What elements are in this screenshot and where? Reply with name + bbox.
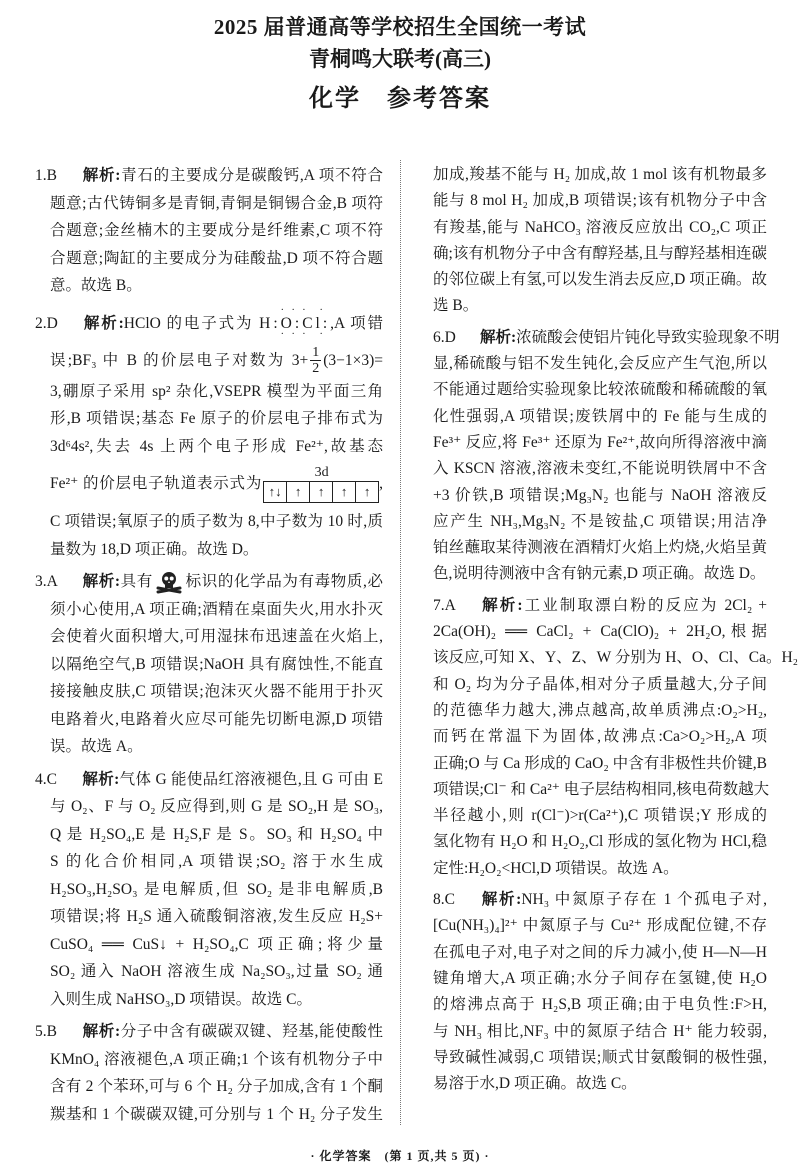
line-text: 青石的主要成分是碳酸钙,A 项不符合 [120,167,383,184]
line-text: HClO 的电子式为 [123,314,260,332]
text-line [417,966,767,992]
orbital-box: ↑ [355,481,379,503]
page-footer: · 化学答案 (第 1 页,共 5 页) · [310,1149,490,1163]
orbital-box-row [264,481,379,503]
text-line [35,623,383,651]
line-text: C 项错误;氧原子的质子数为 8,中子数为 10 时,质 [50,513,383,530]
fraction [310,345,321,376]
line-text: +3 价铁,B 项错误;Mg₃N₂ 也能与 NaOH 溶液反 [433,486,767,504]
analysis-label: 解析: [480,596,523,614]
line-text: Fe²⁺ 的价层电子轨道表示式为 [50,475,263,492]
answer-key: 4.C [35,770,57,788]
answer-key: 1.B [35,167,57,184]
text-line [35,536,383,564]
line-text: 与 O₂、F 与 O₂ 反应得到,则 G 是 SO₂,H 是 SO₃, [50,798,383,815]
text-line [417,724,767,750]
analysis-label: 解析: [480,328,517,346]
answer-item [35,568,383,761]
line-text: 铂丝蘸取某待测液在酒精灯火焰上灼烧,火焰呈黄 [433,539,767,557]
line-text: 羰基和 1 个碳碳双键,可分别与 1 个 H₂ 分子发生 [50,1105,383,1123]
line-text: KMnO₄ 溶液褪色,A 项正确;1 个该有机物分子中 [50,1050,383,1068]
formula-symbol: : [273,314,281,332]
text-line [35,848,383,876]
text-line [417,456,767,482]
line-text: Fe³⁺ 反应,将 Fe³⁺ 还原为 Fe²⁺,故向所得溶液中滴 [433,433,767,451]
line-text: 形,B 项错误;基态 Fe 原子的价层电子排布式为 [50,410,383,427]
text-line [417,619,767,645]
text-line [35,305,383,343]
line-text: 项错误;Cl⁻ 和 Ca²⁺ 电子层结构相同,核电荷数越大 [433,780,770,798]
text-line [35,272,383,300]
line-text: 入 KSCN 溶液,溶液未变红,不能说明铁屑中不含 [433,460,767,478]
line-text: 与 NH₃ 相比,NF₃ 中的氮原子结合 H⁺ 能力较弱, [433,1022,767,1040]
denominator: 2 [312,361,320,377]
text-line [417,645,799,671]
text-line [417,561,767,587]
analysis-label: 解析: [82,573,121,590]
text-line [35,568,383,596]
line-text: 合题意;陶缸的主要成分为硅酸盐,D 项不符合题 [50,249,383,267]
line-text: 合题意;金丝楠木的主要成分是纤维素,C 项不符 [50,222,383,239]
line-text: 误;BF₃ 中 B 的价层电子对数为 3+ [50,351,309,369]
line-text: 导致碱性减弱,C 项错误;顺式甘氨酸铜的极性强, [433,1048,767,1066]
line-text: H₂SO₃,H₂SO₃ 是电解质,但 SO₂ 是非电解质,B [50,880,383,898]
text-line [417,940,767,966]
orbital-diagram [264,465,379,503]
answer-key: 8.C [433,891,455,909]
text-line [417,1019,767,1045]
text-line [417,672,767,698]
text-line [35,651,383,679]
line-text: 定性:H₂O₂<HCl,D 项错误。故选 A。 [433,859,679,877]
line-text: [Cu(NH₃)₄]²⁺ 中氮原子与 Cu²⁺ 形成配位键,不存 [433,917,767,935]
text-line [417,509,767,535]
line-text: 2Ca(OH)₂ ══ CaCl₂ + Ca(ClO)₂ + 2H₂O,根据 [433,623,767,641]
line-text: 该反应,可知 X、Y、Z、W 分别为 H、O、Cl、Ca。H₂ [433,649,799,667]
text-line [417,377,767,403]
text-line [35,958,383,986]
text-line [35,733,383,761]
answer-item [35,766,383,1014]
text-line [35,931,383,959]
line-text: CuSO₄ ══ CuS↓ + H₂SO₄,C 项正确;将少量 [50,935,383,953]
text-line [35,1046,383,1074]
analysis-label: 解析: [82,1023,121,1040]
exam-title: 2025 届普通高等学校招生全国统一考试 [213,15,587,39]
text-line [35,821,383,849]
line-text: 量数为 18,D 项正确。故选 D。 [50,540,259,558]
answer-key: 3.A [35,573,58,590]
line-text: 色,说明待测液中含有钠元素,D 项正确。故选 D。 [433,565,766,583]
text-line [35,405,383,433]
line-text: 浓硫酸会使铝片钝化导致实验现象不明 [516,328,780,346]
text-line [417,293,767,319]
line-text: 而钙在常温下为固体,故沸点:Ca>O₂>H₂,A 项 [433,728,767,746]
text-line [417,483,767,509]
line-text: 在孤电子对,电子对之间的斥力减小,使 H—N—H [433,943,767,961]
text-line [35,245,383,273]
text-line [35,378,383,406]
line-text: 电路着火,电路着火应尽可能先切断电源,D 项错 [50,710,383,728]
answer-key: 7.A [433,596,456,614]
line-text: 入则生成 NaHSO₃,D 项错误。故选 C。 [50,990,313,1008]
line-text: 化性强弱,A 项错误;废铁屑中的 Fe 能与生成的 [433,407,767,425]
text-line [35,678,383,706]
text-line [35,217,383,245]
line-text: 应产生 NH₃,Mg₃N₂ 不是铵盐,C 项错误;用洁净 [433,512,767,530]
line-text: 3,硼原子采用 sp² 杂化,VSEPR 模型为平面三角 [50,382,383,400]
line-text: 3d⁶4s²,失去 4s 上两个电子形成 Fe²⁺,故基态 [50,437,383,455]
text-line [35,903,383,931]
line-text: 具有 [120,573,153,590]
answer-key: 2.D [35,314,58,332]
line-text: 分子中含有碳碳双键、羟基,能使酸性 [120,1023,383,1040]
line-text: SO₂ 通入 NaOH 溶液生成 Na₂SO₃,过量 SO₂ 通 [50,963,383,980]
line-text: 接接触皮肤,C 项错误;泡沫灭火器不能用于扑灭 [50,683,383,700]
text-line [417,188,767,214]
text-line [35,508,383,536]
left-column [35,162,383,1133]
line-text: 含有 2 个苯环,可与 6 个 H₂ 分子加成,含有 1 个酮 [50,1078,383,1095]
answer-key: 6.D [433,328,456,346]
analysis-label: 解析: [82,770,120,788]
line-text: 标识的化学品为有毒物质,必 [184,573,383,590]
text-line [35,793,383,821]
text-line [417,430,767,456]
text-line [35,433,383,461]
line-text: 气体 G 能使品红溶液褪色,且 G 可由 E [119,770,383,788]
text-line [417,351,767,377]
text-line [35,1101,383,1129]
answer-item [417,593,799,882]
line-text: 的范德华力越大,沸点越高,故单质沸点:O₂>H₂, [433,701,767,719]
text-line [35,190,383,218]
text-line [417,162,767,188]
text-line [35,162,383,190]
text-line [35,343,383,378]
line-text: 显,稀硫酸与铝不发生钝化,会反应产生气泡,所以 [433,355,767,373]
text-line [417,404,767,430]
numerator: 1 [312,345,320,361]
line-text: 键角增大,A 项正确;水分子间存在氢键,使 H₂O [433,969,767,987]
line-text: 意。故选 B。 [50,277,142,294]
text-line [417,267,767,293]
answer-item [417,325,780,588]
answer-item [35,162,383,300]
line-text: 不能通过题给实验现象比较浓硫酸和稀硫酸的氧 [433,381,767,399]
text-line [417,215,767,241]
text-line [417,1045,767,1071]
analysis-label: 解析: [82,314,124,332]
text-line [417,887,767,913]
formula-symbol: : [322,314,331,332]
orbital-box: ↑↓ [263,481,287,503]
right-column [417,162,799,1102]
answer-item [35,305,383,564]
text-line [417,803,767,829]
line-text: NH₃ 中氮原子存在 1 个孤电子对, [521,891,767,909]
text-line [417,698,767,724]
text-line [417,856,767,882]
line-text: , [379,475,383,492]
text-line [417,593,767,619]
line-text: 半径越小,则 r(Cl⁻)>r(Ca²⁺),C 项错误;Y 形成的 [433,807,767,825]
page-title: 化学 参考答案 [309,86,491,112]
line-text: 选 B。 [433,297,479,315]
text-line [35,1073,383,1101]
text-line [417,913,767,939]
line-text: 能与 8 mol H₂ 加成,B 项错误;该有机物分子中含 [433,192,767,210]
line-text: 确;该有机物分子中含有醇羟基,且与醇羟基相连碳 [433,244,767,262]
line-text: 易溶于水,D 项正确。故选 C。 [433,1075,637,1093]
answer-key: 5.B [35,1023,57,1040]
analysis-label: 解析: [82,167,121,184]
line-text: 会使着火面积增大,可用湿抹布迅速盖在火焰上, [50,628,383,645]
orbital-box: ↑ [286,481,310,503]
orbital-box: ↑ [309,481,333,503]
answer-item [35,1018,383,1128]
line-text: 和 O₂ 均为分子晶体,相对分子质量越大,分子间 [433,675,767,693]
text-line [417,325,780,351]
line-text: 的邻位碳上有氢,可以发生消去反应,D 项正确。故 [433,271,767,289]
text-line [417,751,767,777]
orbital-box: ↑ [332,481,356,503]
line-text: 项错误;将 H₂S 通入硫酸铜溶液,发生反应 H₂S+ [50,908,383,925]
electron-formula [259,305,330,343]
answer-item [417,887,767,1097]
text-line [417,241,767,267]
line-text: 误。故选 A。 [50,738,143,755]
line-text: 氢化物有 H₂O 和 H₂O₂,Cl 形成的氢化物为 HCl,稳 [433,833,767,851]
analysis-label: 解析: [480,891,522,909]
answer-item [417,162,767,320]
text-line [417,829,767,855]
formula-symbol: : [294,314,303,332]
column-divider [400,160,401,1125]
line-text: 有羧基,能与 NaHCO₃ 溶液反应放出 CO₂,C 项正 [433,218,767,236]
line-text: (3−1×3)= [323,351,383,369]
line-text: ,A 项错 [330,314,383,332]
skull-crossbones-icon [155,570,183,594]
line-text: S 的化合价相同,A 项错误;SO₂ 溶于水生成 [50,853,383,870]
text-line [35,1018,383,1046]
line-text: 须小心使用,A 项正确;酒精在桌面失火,用水扑灭 [50,600,383,618]
formula-symbol: H [259,314,274,332]
formula-symbol: · · Cl · · [302,316,323,332]
line-text: 题意;古代铸铜多是青铜,青铜是铜锡合金,B 项符 [50,194,383,212]
text-line [35,596,383,624]
line-text: 以隔绝空气,B 项错误;NaOH 具有腐蚀性,不能直 [50,655,383,673]
formula-symbol: · · O · · [281,316,295,332]
line-text: 的熔沸点高于 H₂S,B 项正确;由于电负性:F>H, [433,996,767,1014]
text-line [417,992,767,1018]
exam-subtitle: 青桐鸣大联考(高三) [309,47,491,71]
line-text: 正确;O 与 Ca 形成的 CaO₂ 中含有非极性共价键,B [433,754,767,772]
line-text: 工业制取漂白粉的反应为 2Cl₂ + [522,596,767,614]
line-text: 加成,羧基不能与 H₂ 加成,故 1 mol 该有机物最多 [433,166,767,183]
text-line [417,535,767,561]
text-line [35,766,383,794]
text-line [35,876,383,904]
text-line [35,986,383,1014]
text-line [417,777,770,803]
text-line [35,460,383,508]
line-text: Q 是 H₂SO₄,E 是 H₂S,F 是 S。SO₃ 和 H₂SO₄ 中 [50,825,383,843]
text-line [35,706,383,734]
orbital-label: 3d [314,465,329,481]
text-line [417,1071,767,1097]
